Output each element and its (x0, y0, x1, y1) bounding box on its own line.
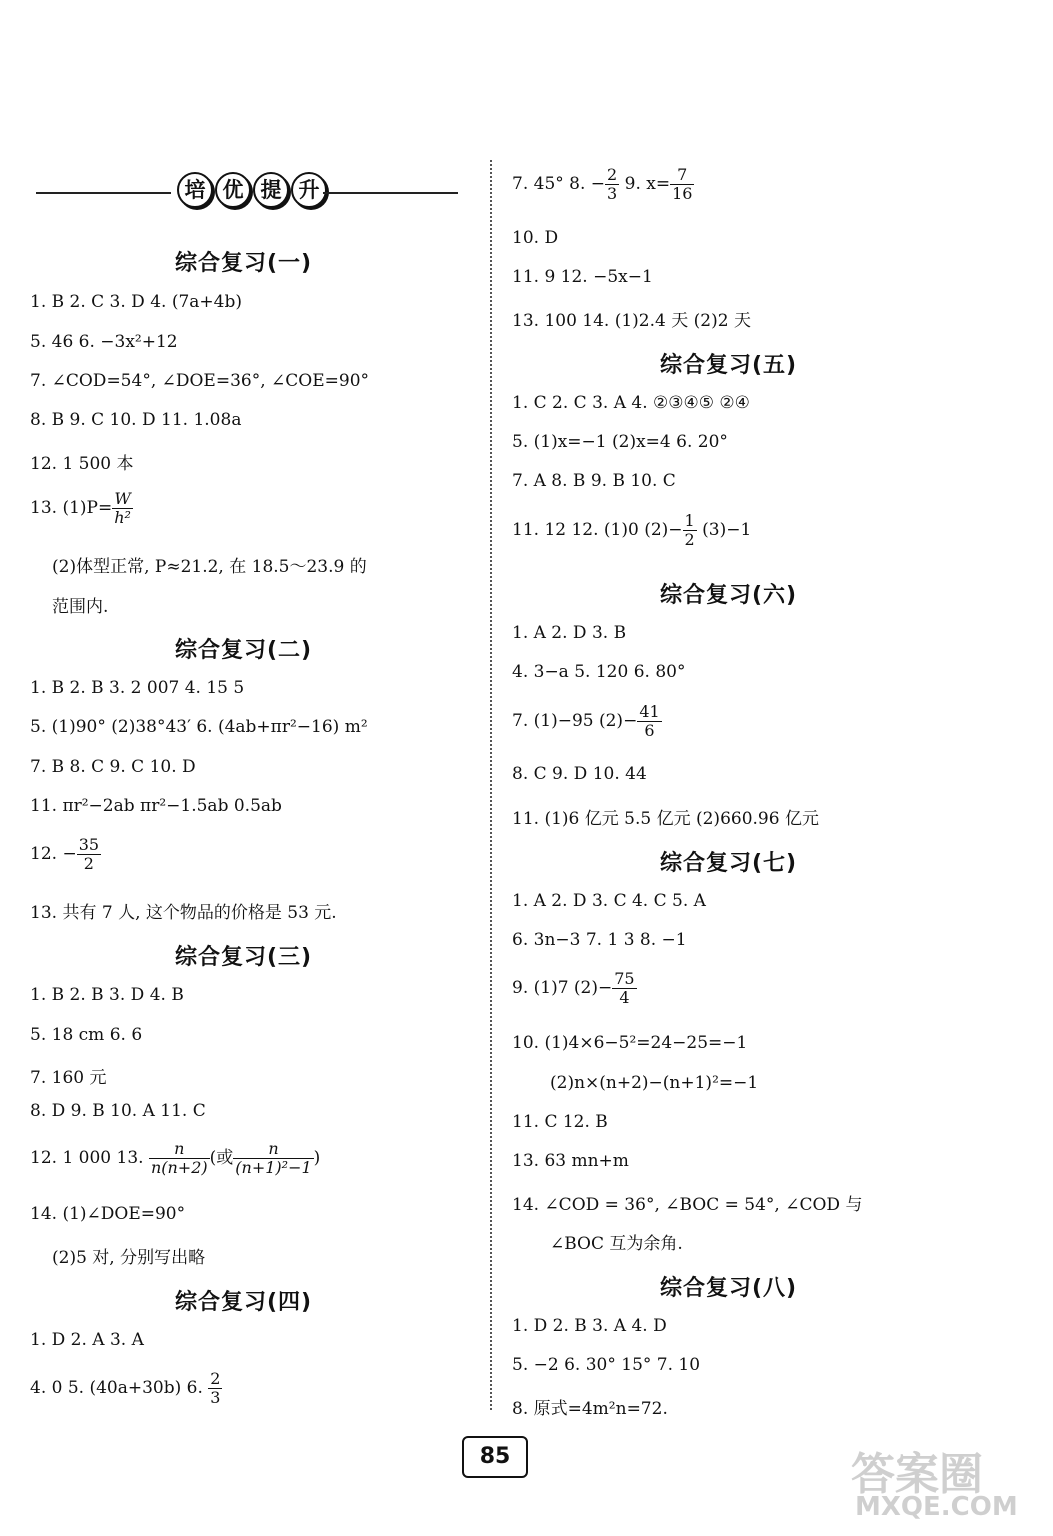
page-number: 85 (462, 1436, 528, 1478)
answer-text: 7. (1)−95 (2)− (512, 711, 638, 731)
answer-line: 7. A 8. B 9. B 10. C (512, 471, 676, 491)
section-title: 综合复习(一) (175, 251, 313, 276)
watermark-text: MXQE.COM (855, 1492, 1018, 1522)
answer-text: ) (313, 1148, 321, 1168)
fraction-denominator: 3 (210, 1388, 221, 1407)
fraction-numerator: 75 (614, 969, 635, 988)
fraction (149, 1140, 210, 1177)
fraction (208, 1370, 222, 1407)
section-banner (36, 172, 458, 214)
answer-line: 1. A 2. D 3. B (512, 623, 627, 643)
section-title: 综合复习(四) (175, 1290, 313, 1315)
section-title: 综合复习(二) (175, 638, 313, 663)
fraction-denominator: 2 (684, 530, 695, 549)
answer-line: 8. C 9. D 10. 44 (512, 764, 647, 784)
answer-line: 14. ∠COD = 36°, ∠BOC = 54°, ∠COD 与 (512, 1195, 863, 1215)
banner-char: 优 (215, 172, 251, 208)
fraction-denominator: 4 (619, 988, 630, 1007)
answer-line-fraction (512, 166, 694, 203)
fraction (612, 970, 636, 1007)
answer-line: 8. 原式=4m²n=72. (512, 1399, 668, 1419)
watermark-text: 答案圈 (851, 1449, 983, 1500)
answer-line: 5. (1)90° (2)38°43′ 6. (4ab+πr²−16) m² (30, 717, 368, 737)
answer-line: 8. D 9. B 10. A 11. C (30, 1101, 206, 1121)
answer-line: 1. D 2. B 3. A 4. D (512, 1316, 667, 1336)
answer-line: 7. 160 元 (30, 1068, 107, 1088)
answer-line: 11. 9 12. −5x−1 (512, 267, 653, 287)
answer-line: 7. ∠COD=54°, ∠DOE=36°, ∠COE=90° (30, 371, 370, 391)
answer-line: 1. B 2. B 3. 2 007 4. 15 5 (30, 678, 245, 698)
fraction-denominator: 6 (644, 721, 655, 740)
banner-char: 升 (291, 172, 327, 208)
answer-line: (2)n×(n+2)−(n+1)²=−1 (550, 1073, 759, 1093)
banner-char: 提 (253, 172, 289, 208)
answer-line: 14. (1)∠DOE=90° (30, 1204, 186, 1224)
fraction-denominator: (n+1)²−1 (235, 1158, 312, 1177)
answer-line-fraction (512, 512, 751, 549)
answer-text: 9. x= (619, 174, 671, 194)
fraction-numerator: 41 (639, 702, 660, 721)
banner-rule-right (323, 192, 458, 194)
answer-line: ∠BOC 互为余角. (550, 1234, 683, 1254)
answer-text: 9. (1)7 (2)− (512, 978, 613, 998)
answer-line-fraction (512, 970, 637, 1007)
answer-line-fraction (30, 836, 101, 873)
fraction-numerator: 7 (670, 166, 694, 185)
fraction-denominator: 3 (607, 184, 618, 203)
answer-line: 10. D (512, 228, 559, 248)
answer-line: 6. 3n−3 7. 1 3 8. −1 (512, 930, 687, 950)
answer-text: 7. 45° 8. − (512, 174, 606, 194)
column-divider (490, 160, 492, 1410)
fraction (683, 512, 697, 549)
answer-text: 13. (1)P= (30, 498, 113, 518)
answer-text: 12. 1 000 13. (30, 1148, 149, 1168)
answer-line-fraction (512, 703, 662, 740)
answer-line: 13. 100 14. (1)2.4 天 (2)2 天 (512, 311, 751, 331)
answer-line: 1. B 2. B 3. D 4. B (30, 985, 184, 1005)
answer-line: (2)5 对, 分别写出略 (52, 1248, 206, 1268)
banner-characters (177, 172, 327, 208)
fraction-numerator: 2 (210, 1369, 221, 1388)
fraction (77, 836, 101, 873)
answer-line: 1. B 2. C 3. D 4. (7a+4b) (30, 292, 242, 312)
answer-line: 7. B 8. C 9. C 10. D (30, 757, 196, 777)
section-title: 综合复习(五) (660, 353, 798, 378)
answer-line: 13. 共有 7 人, 这个物品的价格是 53 元. (30, 903, 337, 923)
section-title: 综合复习(七) (660, 851, 798, 876)
answer-line: 13. 63 mn+m (512, 1151, 629, 1171)
answer-line: 范围内. (52, 597, 109, 617)
answer-line: 1. C 2. C 3. A 4. ②③④⑤ ②④ (512, 393, 750, 413)
section-title: 综合复习(三) (175, 945, 313, 970)
answer-line: 5. (1)x=−1 (2)x=4 6. 20° (512, 432, 728, 452)
answer-line: 11. C 12. B (512, 1112, 608, 1132)
fraction (605, 166, 619, 203)
fraction-numerator: 2 (607, 165, 618, 184)
fraction-numerator: n (233, 1140, 313, 1159)
fraction-numerator: 1 (684, 511, 695, 530)
answer-line-fraction (30, 1370, 222, 1407)
answer-line: 4. 3−a 5. 120 6. 80° (512, 662, 686, 682)
answer-line: 8. B 9. C 10. D 11. 1.08a (30, 410, 242, 430)
answer-line: 5. −2 6. 30° 15° 7. 10 (512, 1355, 701, 1375)
fraction-numerator: W (112, 490, 133, 509)
answer-text: (3)−1 (696, 520, 752, 540)
answer-line: 5. 46 6. −3x²+12 (30, 332, 178, 352)
fraction (233, 1140, 313, 1177)
watermark-logo (851, 1438, 1031, 1528)
answer-line: 1. A 2. D 3. C 4. C 5. A (512, 891, 706, 911)
answer-line: 5. 18 cm 6. 6 (30, 1025, 143, 1045)
section-title: 综合复习(八) (660, 1276, 798, 1301)
fraction-denominator: 16 (672, 184, 693, 203)
answer-line: 12. 1 500 本 (30, 454, 134, 474)
banner-char: 培 (177, 172, 213, 208)
fraction-denominator: h² (114, 508, 131, 527)
answer-line-fraction (30, 490, 133, 527)
fraction (637, 703, 661, 740)
answer-line: 11. πr²−2ab πr²−1.5ab 0.5ab (30, 796, 282, 816)
fraction (112, 490, 133, 527)
fraction-denominator: n(n+2) (150, 1158, 208, 1177)
banner-rule-left (36, 192, 171, 194)
answer-line: 11. (1)6 亿元 5.5 亿元 (2)660.96 亿元 (512, 809, 819, 829)
answer-text: 12. − (30, 844, 77, 864)
fraction-numerator: n (149, 1140, 210, 1159)
answer-text: (或 (209, 1148, 234, 1168)
answer-line: (2)体型正常, P≈21.2, 在 18.5～23.9 的 (52, 557, 367, 577)
answer-line: 10. (1)4×6−5²=24−25=−1 (512, 1033, 748, 1053)
answer-text: 4. 0 5. (40a+30b) 6. (30, 1378, 209, 1398)
fraction-denominator: 2 (83, 854, 94, 873)
answer-line-fraction (30, 1140, 320, 1177)
answer-line: 1. D 2. A 3. A (30, 1330, 144, 1350)
section-title: 综合复习(六) (660, 583, 798, 608)
fraction (670, 166, 694, 203)
fraction-numerator: 35 (78, 835, 100, 854)
answer-text: 11. 12 12. (1)0 (2)− (512, 520, 683, 540)
